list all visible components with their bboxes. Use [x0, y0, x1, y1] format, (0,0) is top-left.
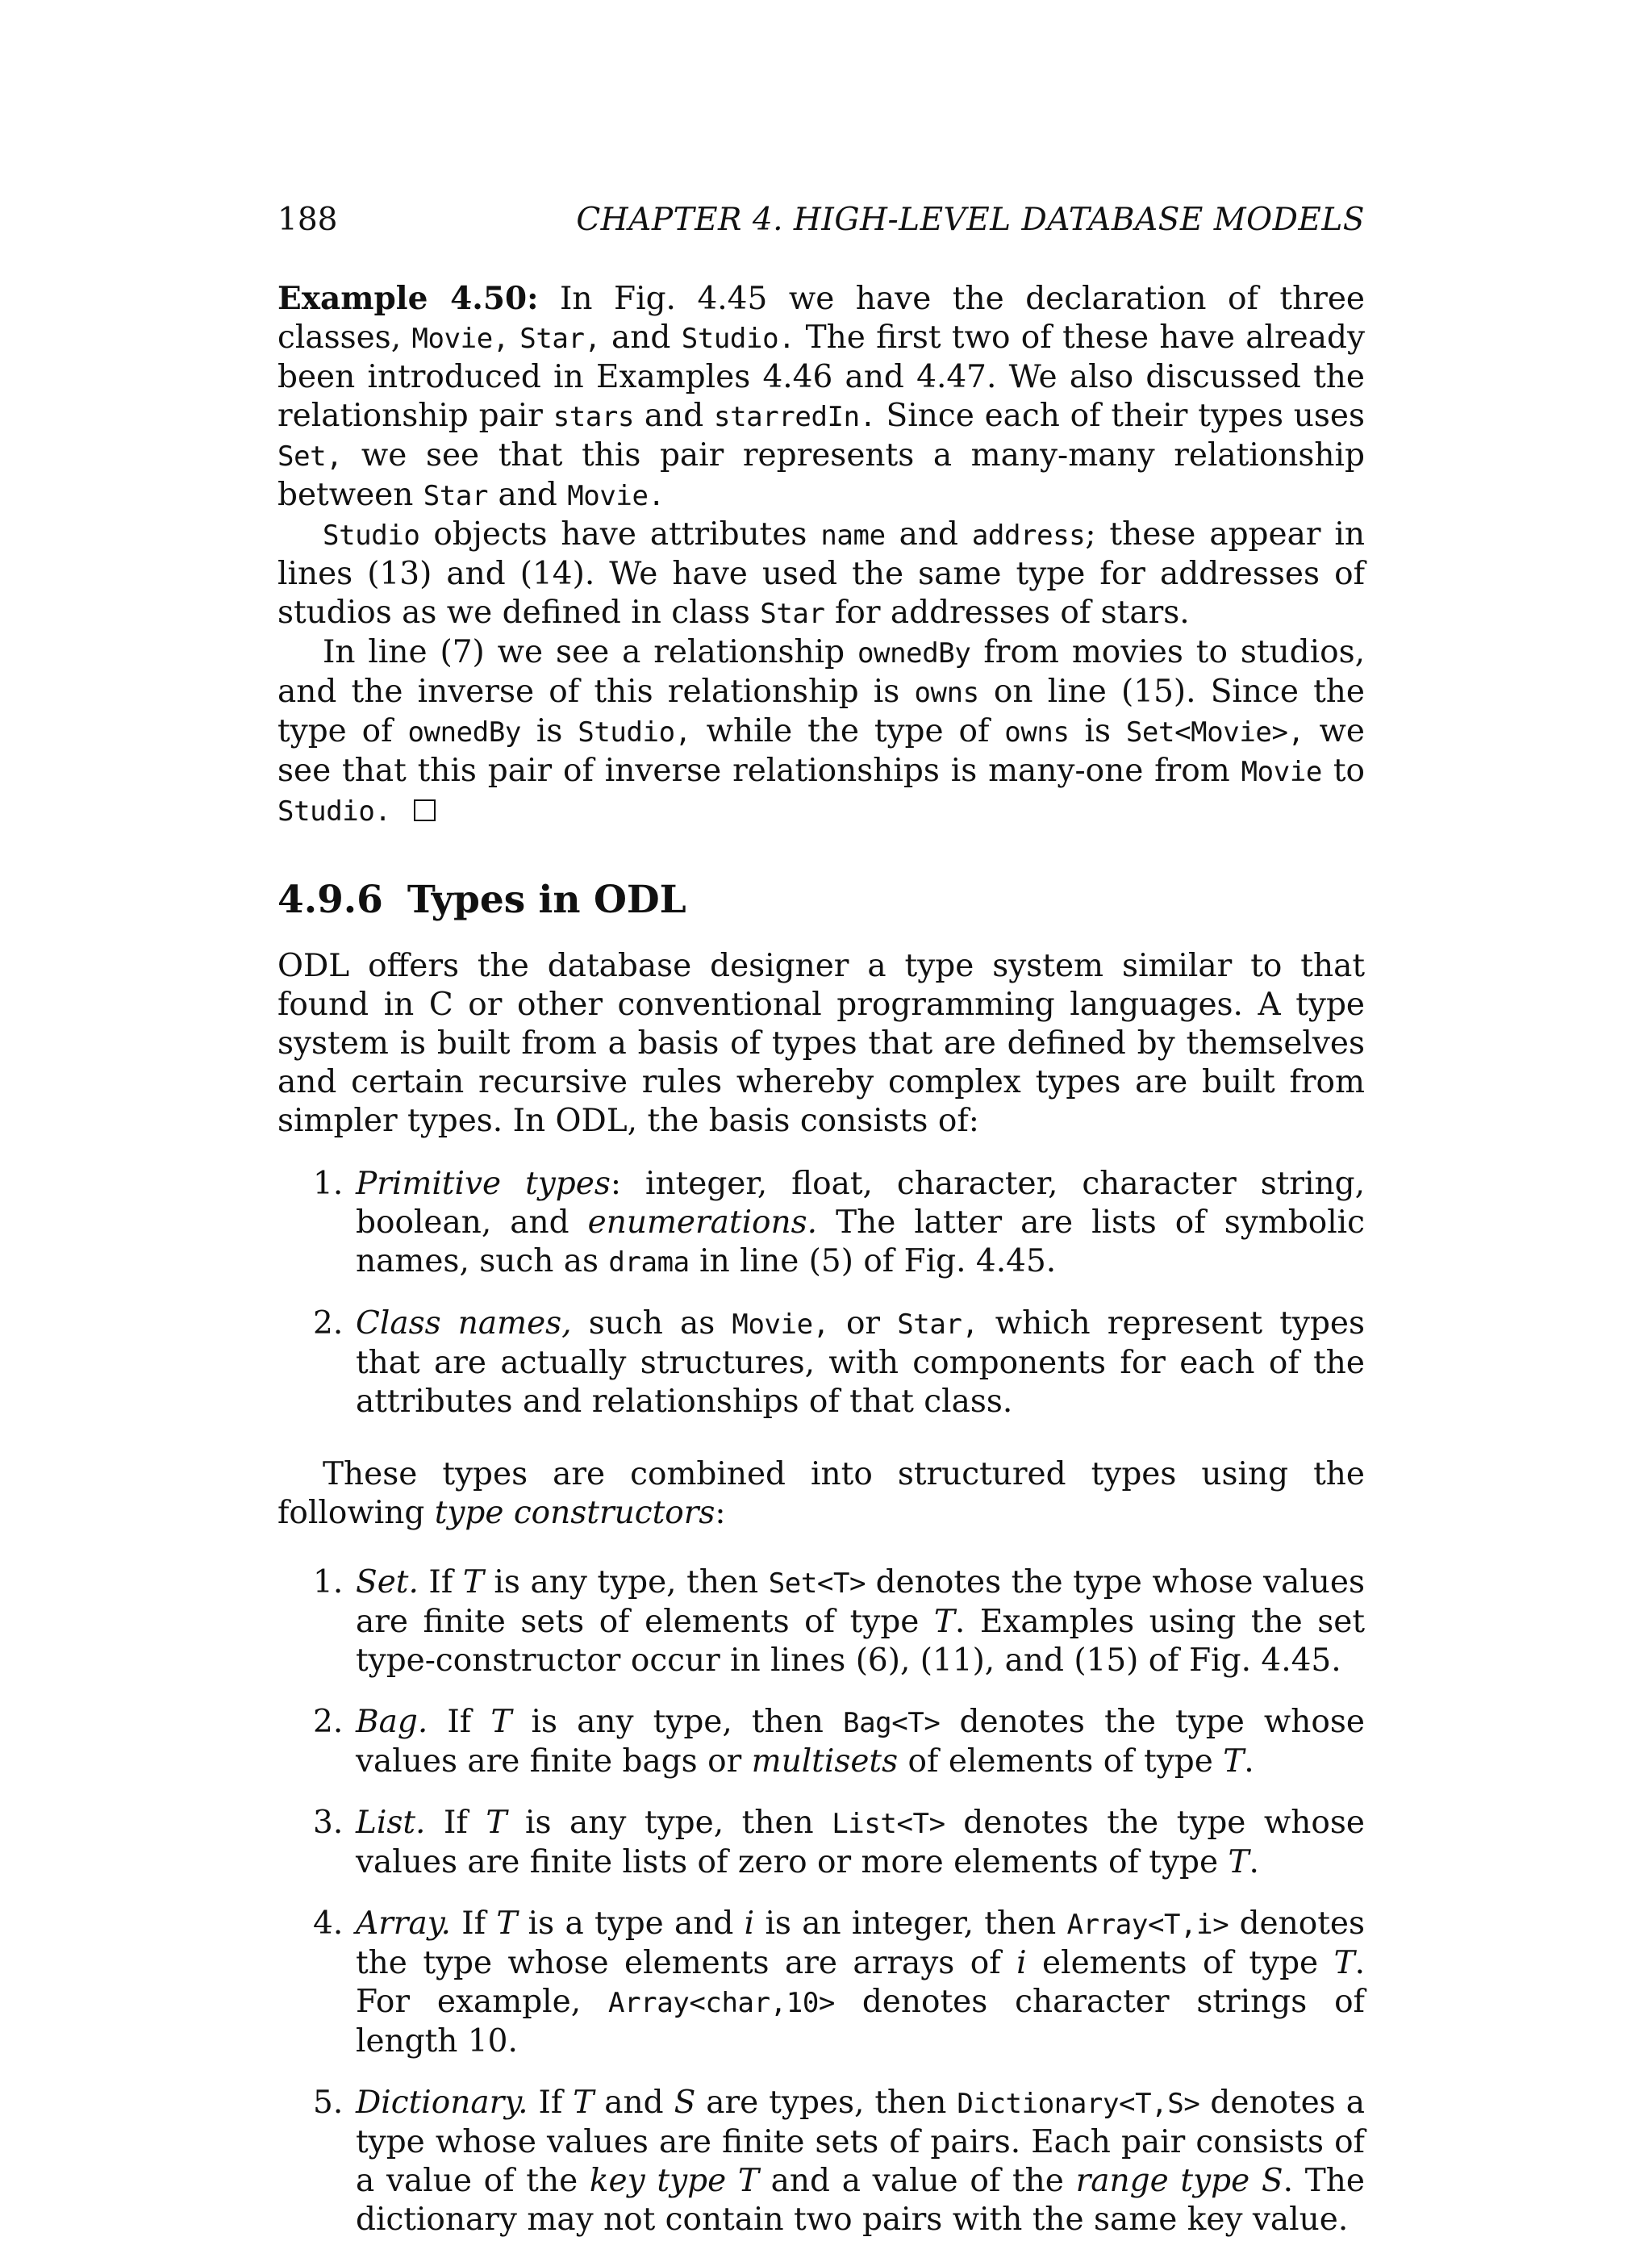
variable: T [1223, 1743, 1245, 1780]
code-address: address [971, 520, 1086, 552]
text-run: denotes the type whose elements are arrays of [356, 1905, 1365, 1981]
code-ownedby: ownedBy [407, 716, 521, 749]
code-dictionary-t-s: Dictionary<T,S> [957, 2088, 1200, 2120]
end-of-example-icon [414, 799, 436, 821]
variable: T [496, 1905, 518, 1942]
code-starredin: starredIn. [714, 401, 876, 433]
variable: S [674, 2085, 696, 2121]
text-run: objects have attributes [419, 516, 821, 553]
text-run: is [520, 713, 578, 749]
text-run: or [828, 1305, 898, 1342]
code-set: Set, [277, 440, 343, 473]
list-item [313, 1563, 1366, 1680]
code-star: Star [760, 598, 825, 630]
text-run: while the type of [690, 713, 1005, 749]
text-run: is any type, then [511, 1704, 843, 1740]
code-drama: drama [608, 1246, 690, 1279]
section-number: 4.9.6 [277, 878, 383, 922]
text-run: denotes the type whose values are finite bags or [356, 1704, 1365, 1780]
text-run [1249, 2163, 1262, 2199]
code-movie: Movie, [732, 1308, 829, 1341]
text-run: is a type and [517, 1905, 745, 1942]
text-run: Since each of their types uses [875, 398, 1365, 434]
section-heading [277, 878, 1365, 923]
text-run: we see that this pair of inverse relationships is many-one from [277, 713, 1365, 789]
list-item-number: 3. [313, 1805, 344, 1841]
text-run: and [634, 398, 715, 434]
text-run: denotes character strings of length 10. [356, 1984, 1365, 2060]
text-run: . [1244, 1743, 1254, 1780]
code-studio: Studio [323, 520, 420, 552]
text-run: : [715, 1495, 726, 1531]
text-run: for addresses of stars. [824, 595, 1190, 631]
list-item [313, 1165, 1366, 1282]
term: key type [589, 2163, 727, 2199]
list-item [313, 1304, 1365, 1421]
variable: T [573, 2085, 594, 2121]
text-run: . The dictionary may not contain two pairs with the same key value. [356, 2163, 1365, 2238]
code-studio: Studio, [578, 716, 691, 749]
text-run: If [418, 1564, 463, 1601]
text-run: denotes a type whose values are finite sets of pairs. Each pair consists of a value of the [356, 2085, 1365, 2199]
code-array-t-i: Array<T,i> [1066, 1909, 1229, 1941]
running-title: CHAPTER 4. HIGH-LEVEL DATABASE MODELS [576, 202, 1365, 238]
code-stars: stars [553, 401, 635, 433]
text-run: elements of type [1026, 1945, 1334, 1981]
text-run: we see that this pair represents a many-many relationship between [277, 437, 1365, 513]
running-header [277, 200, 1365, 240]
text-run: which represent types that are actually structures, with components for each of the attributes and relationships of that class. [356, 1305, 1365, 1420]
term: Primitive types [356, 1166, 611, 1202]
code-studio: Studio. [681, 323, 795, 355]
variable: S [1261, 2163, 1283, 2199]
term: type constructors [434, 1495, 715, 1531]
text-run: are types, then [695, 2085, 957, 2121]
list-item-number: 4. [313, 1905, 344, 1942]
term: Set. [356, 1564, 419, 1601]
text-run: is any type, then [507, 1805, 832, 1841]
intro-paragraph: ODL offers the database designer a type system similar to that found in C or other conventional programming languages. A type system is built from a basis of types that are defined by themselves and certain recursive rules whereby complex types are built from simpler types. In ODL, the basis consists of: [277, 948, 1365, 1139]
list-item [313, 1905, 1365, 2061]
text-run: on line (15). Since the type of [277, 674, 1365, 749]
text-run [509, 319, 519, 356]
term: range type [1075, 2163, 1250, 2199]
text-run: such as [571, 1305, 732, 1342]
term: Array. [356, 1905, 451, 1942]
constructors-list [277, 1563, 1365, 2239]
code-array-char-10: Array<char,10> [608, 1987, 835, 2019]
text-run: denotes the type whose values are finite sets of elements of type [356, 1564, 1366, 1640]
code-bag-t: Bag<T> [843, 1707, 941, 1739]
example-paragraph-3 [277, 633, 1365, 831]
variable: i [1016, 1945, 1027, 1981]
code-set-t: Set<T> [768, 1567, 866, 1600]
code-owns: owns [914, 677, 979, 709]
term: Dictionary. [356, 2085, 528, 2121]
code-movie: Movie, [411, 323, 509, 355]
variable: T [1333, 1945, 1355, 1981]
page-content [277, 279, 1365, 2262]
constructors-intro [277, 1455, 1365, 1533]
code-ownedby: ownedBy [857, 637, 971, 670]
variable: T [462, 1564, 484, 1601]
example-paragraph-1 [277, 279, 1365, 515]
text-run: and [600, 319, 682, 356]
text-run: in line (5) of Fig. 4.45. [689, 1243, 1057, 1279]
text-run: is any type, then [483, 1564, 769, 1601]
list-item-number: 2. [313, 1305, 344, 1342]
text-run: and [594, 2085, 674, 2121]
example-label: Example 4.50: [277, 280, 539, 317]
text-run: . For example, [356, 1945, 1365, 2020]
text-run: and [488, 477, 568, 513]
text-run: In Fig. 4.45 we have the declaration of three classes, [277, 281, 1365, 356]
code-set-movie: Set<Movie>, [1125, 716, 1304, 749]
variable: T [737, 2163, 759, 2199]
text-run: to [1321, 753, 1365, 789]
list-item [313, 1703, 1365, 1781]
text-run: . [1249, 1844, 1259, 1880]
list-item-number: 5. [313, 2085, 344, 2121]
text-run: . Examples using the set type-constructor occur in lines (6), (11), and (15) of Fig. 4.45. [356, 1604, 1365, 1679]
text-run: These types are combined into structured types using the following [277, 1456, 1365, 1531]
code-movie: Movie. [567, 480, 665, 512]
text-run: : integer, float, character, character string, boolean, and [356, 1166, 1366, 1241]
text-run: If [528, 2085, 574, 2121]
term: List. [356, 1805, 426, 1841]
text-run: denotes the type whose values are finite lists of zero or more elements of type [356, 1805, 1365, 1880]
text-run: If [425, 1805, 486, 1841]
text-run: In line (7) we see a relationship [323, 634, 857, 670]
term: multisets [751, 1743, 899, 1780]
term: Bag. [356, 1704, 428, 1740]
list-item-number: 2. [313, 1704, 344, 1740]
variable: T [486, 1805, 507, 1841]
code-studio: Studio. [277, 795, 391, 828]
text-run: of elements of type [898, 1743, 1224, 1780]
variable: i [744, 1905, 755, 1942]
list-item-number: 1. [313, 1564, 344, 1601]
text-run: ; these appear in lines (13) and (14). We have used the same type for addresses of studios as we defined in class [277, 516, 1365, 631]
page-number: 188 [277, 202, 338, 238]
section-title: Types in ODL [407, 878, 686, 922]
variable: T [933, 1604, 955, 1640]
text-run: If [450, 1905, 497, 1942]
variable: T [1228, 1844, 1249, 1880]
text-run: The latter are lists of symbolic names, such as [356, 1204, 1365, 1279]
code-movie: Movie [1241, 756, 1322, 788]
text-run: The first two of these have already been introduced in Examples 4.46 and 4.47. We also discussed the relationship pair [277, 319, 1365, 434]
text-run: from movies to studios, and the inverse of this relationship is [277, 634, 1365, 710]
code-owns: owns [1004, 716, 1070, 749]
text-run: If [428, 1704, 491, 1740]
code-name: name [820, 520, 886, 552]
variable: T [490, 1704, 512, 1740]
term: Class names, [356, 1305, 572, 1342]
text-run: is an integer, then [754, 1905, 1067, 1942]
list-item-number: 1. [313, 1166, 344, 1202]
basis-list [277, 1165, 1365, 1421]
term: enumerations. [587, 1204, 818, 1241]
text-run: and a value of the [758, 2163, 1076, 2199]
example-paragraph-2 [277, 515, 1365, 633]
code-star: Star, [897, 1308, 978, 1341]
code-star: Star, [519, 323, 601, 355]
text-run [726, 2163, 738, 2199]
code-list-t: List<T> [832, 1808, 945, 1840]
text-run: is [1069, 713, 1126, 749]
list-item [313, 2084, 1365, 2239]
code-star: Star [423, 480, 489, 512]
list-item [313, 1804, 1365, 1882]
text-run: and [885, 516, 972, 553]
